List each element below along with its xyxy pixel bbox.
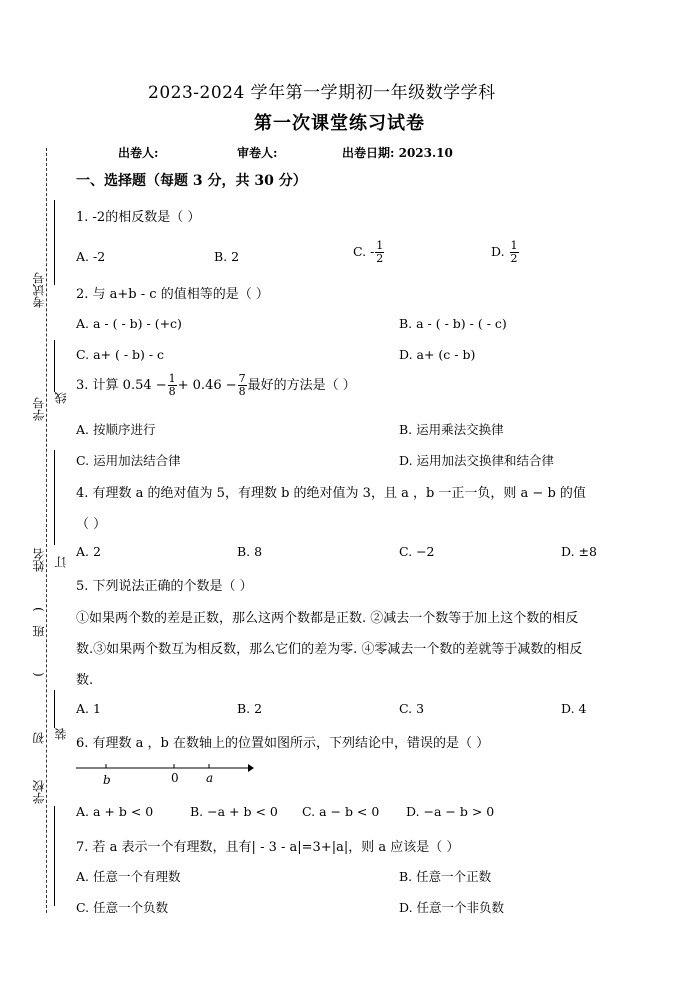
statement-line-1: ①如果两个数的差是正数，那么这两个数都是正数. ②减去一个数等于加上这个数的相反 — [76, 611, 579, 626]
question-stem: 6. 有理数 a ，b 在数轴上的位置如图所示，下列结论中，错误的是（ ） — [76, 736, 490, 751]
fraction: $\frac{1}{2}$ — [510, 239, 518, 265]
option-a: A. 2 — [76, 544, 101, 559]
grade-underline — [54, 690, 55, 728]
seal-mark: 装 — [54, 728, 68, 740]
exam-no-label: 考试号 — [32, 272, 46, 308]
option-b: B. 运用乘法交换律 — [399, 422, 504, 437]
option-b: B. 2 — [214, 249, 240, 264]
section-title: 一、选择题（每题 3 分，共 30 分） — [76, 173, 307, 189]
question-stem: 1. -2的相反数是（ ） — [76, 210, 201, 225]
line-mark: 线 — [54, 392, 68, 404]
question-stem: 3. 计算 0.54 − $\frac{1}{8}$ + 0.46 − $\frac{7}{8}$ 最好的方法是（ ） — [76, 372, 356, 398]
option-a: A. -2 — [76, 249, 106, 264]
name-underline — [54, 450, 55, 545]
option-b: B. −a + b < 0 — [190, 804, 278, 819]
option-d: D. 任意一个非负数 — [399, 900, 505, 915]
exam-no-underline — [54, 200, 55, 285]
option-b: B. 2 — [237, 701, 263, 716]
question-stem: 2. 与 a+b - c 的值相等的是（ ） — [76, 287, 269, 302]
school-label: 学校 — [32, 780, 46, 804]
question-stem-line1: 4. 有理数 a 的绝对值为 5，有理数 b 的绝对值为 3，且 a ，b 一正一负，则 a − b 的值 — [76, 486, 586, 501]
number-line-figure — [76, 760, 256, 788]
option-c: C. 运用加法结合律 — [76, 453, 181, 468]
option-c: C. 3 — [399, 701, 425, 716]
option-b: B. 8 — [237, 544, 263, 559]
fraction: $\frac{7}{8}$ — [238, 372, 246, 398]
option-c: C. −2 — [399, 544, 435, 559]
class-paren-right: ) — [31, 607, 45, 612]
option-b: B. 任意一个正数 — [399, 869, 492, 884]
student-no-label: 学号 — [32, 397, 46, 421]
option-b: B. a - ( - b) - ( - c) — [399, 316, 507, 331]
grade-label: 初 — [32, 732, 46, 744]
option-d: D. a+ (c - b) — [399, 347, 476, 362]
label-0: 0 — [171, 771, 179, 785]
option-a: A. 按顺序进行 — [76, 422, 156, 437]
label-a: a — [206, 771, 214, 785]
option-d-prefix: D. — [491, 244, 509, 259]
label-b: b — [103, 773, 111, 787]
class-label: 班 — [32, 625, 46, 637]
fraction: $\frac{1}{8}$ — [168, 372, 176, 398]
option-c-prefix: C. - — [353, 244, 375, 259]
question-stem: 5. 下列说法正确的个数是（ ） — [76, 579, 253, 594]
statement-line-2: 数.③如果两个数互为相反数，那么它们的差为零. ④零减去一个数的差就等于减数的相反 — [76, 642, 583, 657]
setter-label: 出卷人: — [118, 146, 159, 160]
question-stem-line2: （ ） — [76, 517, 107, 532]
name-label: 姓名 — [32, 548, 46, 572]
option-d: D. ±8 — [561, 544, 597, 559]
reviewer-label: 审卷人: — [237, 146, 278, 160]
option-c: C. a+ ( - b) - c — [76, 347, 165, 362]
statement-line-3: 数. — [76, 673, 94, 688]
class-paren-left: ( — [31, 672, 45, 677]
option-c — [353, 240, 385, 265]
option-d — [491, 240, 520, 265]
option-a: A. a - ( - b) - (+c) — [76, 316, 182, 331]
student-no-underline — [54, 340, 55, 392]
option-d: D. −a − b > 0 — [406, 804, 495, 819]
exam-title-line2: 第一次课堂练习试卷 — [254, 113, 425, 134]
option-c: C. 任意一个负数 — [76, 900, 169, 915]
date-label: 出卷日期: 2023.10 — [342, 146, 453, 160]
bind-mark: 订 — [54, 556, 68, 568]
school-underline — [54, 806, 55, 906]
arrow-icon — [248, 764, 254, 772]
option-a: A. 1 — [76, 701, 101, 716]
option-d: D. 运用加法交换律和结合律 — [399, 453, 555, 468]
option-d: D. 4 — [561, 701, 587, 716]
fraction: $\frac{1}{2}$ — [376, 239, 384, 265]
question-stem: 7. 若 a 表示一个有理数，且有| - 3 - a|=3+|a|，则 a 应该是（ ） — [76, 840, 460, 855]
exam-title-line1: 2023-2024 学年第一学期初一年级数学学科 — [148, 83, 496, 103]
option-a: A. a + b < 0 — [76, 804, 154, 819]
option-a: A. 任意一个有理数 — [76, 869, 181, 884]
option-c: C. a − b < 0 — [302, 804, 380, 819]
